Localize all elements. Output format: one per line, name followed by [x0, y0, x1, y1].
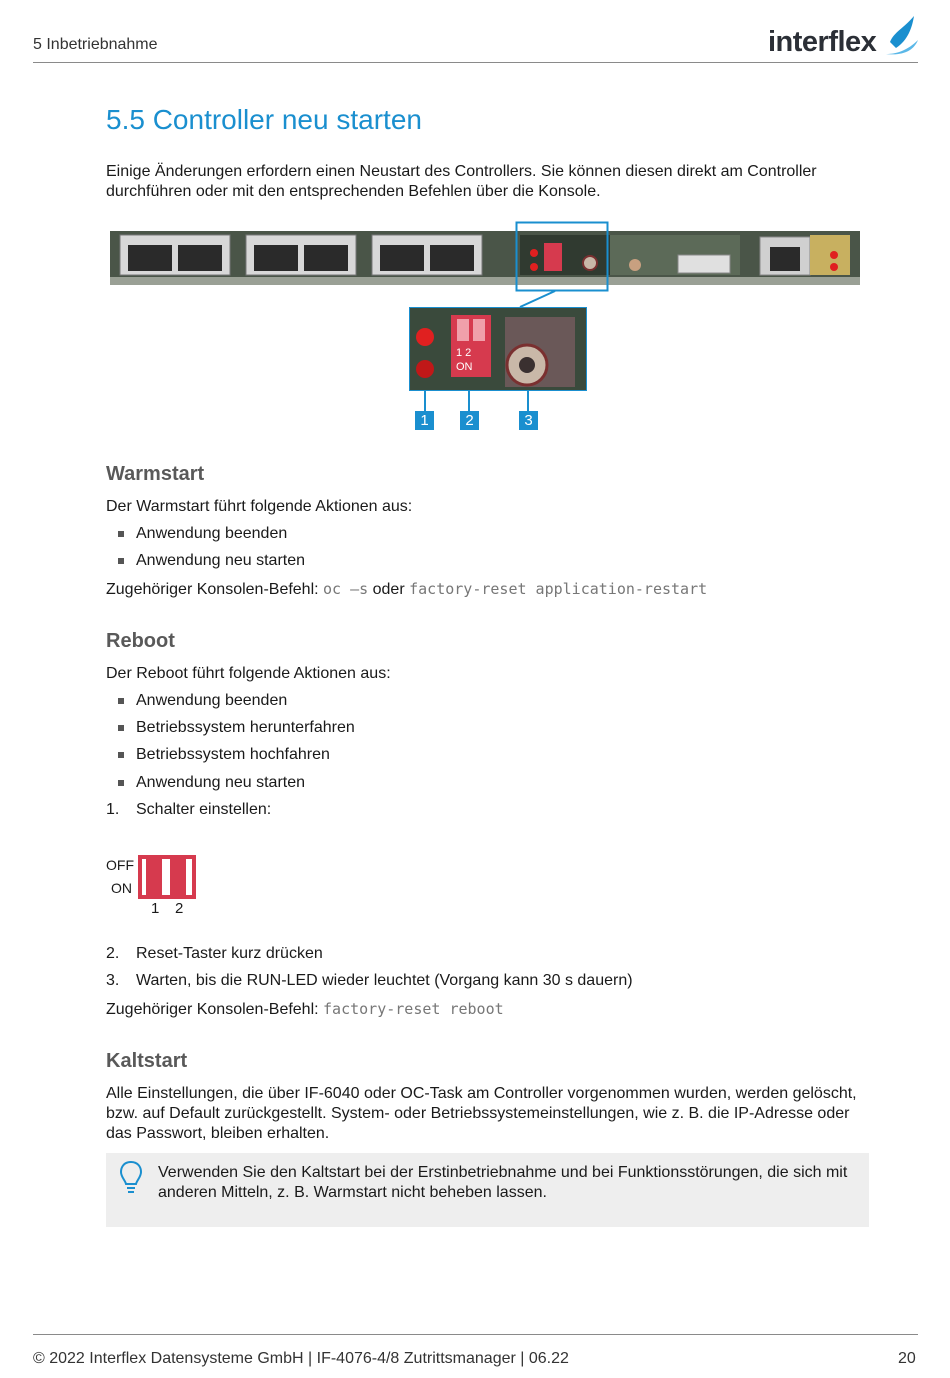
- bullet-text: Anwendung beenden: [136, 525, 288, 542]
- bullet-marker: [118, 725, 124, 731]
- bullet-text: Anwendung beenden: [136, 692, 288, 709]
- bullet-marker: [118, 780, 124, 786]
- kaltstart-heading: Kaltstart: [106, 1050, 188, 1072]
- tip-box: [106, 1153, 869, 1227]
- footer-rule: [33, 1334, 918, 1335]
- bullet-text: Betriebssystem hochfahren: [136, 746, 330, 763]
- switch-off-label: OFF: [106, 857, 134, 873]
- bullet-text: Anwendung neu starten: [136, 552, 306, 569]
- intro-paragraph: Einige Änderungen erfordern einen Neustart des Controllers. Sie können diesen direkt am Controller durchführen oder mit den entsprechenden Befehlen über die Konsole.: [106, 163, 817, 200]
- bullet-marker: [118, 531, 124, 537]
- switch-on-label: ON: [111, 880, 132, 896]
- zoom-switch-on-label: ON: [456, 361, 473, 373]
- step-number: 1.: [106, 801, 120, 818]
- warmstart-heading: Warmstart: [106, 463, 205, 485]
- lightbulb-icon: [118, 1159, 144, 1195]
- warmstart-intro: Der Warmstart führt folgende Aktionen aus:: [106, 498, 413, 515]
- command-code: factory-reset application-restart: [409, 580, 708, 598]
- highlight-box: [517, 223, 608, 291]
- command-label: Zugehöriger Konsolen-Befehl:: [106, 1001, 324, 1018]
- step-text: Reset-Taster kurz drücken: [136, 945, 323, 962]
- step-number: 2.: [106, 945, 120, 962]
- callout-2: 2: [460, 411, 479, 430]
- step-text: Warten, bis die RUN-LED wieder leuchtet (Vorgang kann 30 s dauern): [136, 972, 633, 989]
- zoomed-switch-image: [409, 307, 587, 391]
- zoom-switch-numbers: 1 2: [456, 347, 472, 359]
- tip-text: Verwenden Sie den Kaltstart bei der Erstinbetriebnahme und bei Funktionsstörungen, die sich mit anderen Mitteln, z. B. Warmstart nicht beheben lassen.: [158, 1164, 848, 1201]
- callout-1: 1: [415, 411, 434, 430]
- bullet-text: Betriebssystem herunterfahren: [136, 719, 355, 736]
- header-chapter: 5 Inbetriebnahme: [33, 36, 158, 53]
- zoom-connector: [520, 291, 555, 307]
- bullet-text: Anwendung neu starten: [136, 774, 306, 791]
- footer-copyright: © 2022 Interflex Datensysteme GmbH | IF-4076-4/8 Zutrittsmanager | 06.22: [33, 1350, 569, 1367]
- bullet-marker: [118, 752, 124, 758]
- warmstart-command-line: [106, 580, 707, 599]
- dip-switch-icon: [138, 855, 196, 899]
- command-label: Zugehöriger Konsolen-Befehl:: [106, 581, 324, 598]
- switch-number-1: 1: [151, 900, 160, 917]
- bullet-marker: [118, 698, 124, 704]
- bullet-marker: [118, 558, 124, 564]
- switch-number-2: 2: [175, 900, 184, 917]
- page-number: 20: [898, 1350, 916, 1367]
- callout-3: 3: [519, 411, 538, 430]
- logo-text: interflex: [768, 26, 877, 58]
- kaltstart-paragraph: Alle Einstellungen, die über IF-6040 oder OC-Task am Controller vorgenommen wurden, werden gelöscht, bzw. auf Default zurückgestellt. System- oder Betriebssystemeinstellungen, wie z. B. die IP-Adresse oder das Passwort, bleiben erhalten.: [106, 1085, 857, 1142]
- command-code: oc –s: [323, 580, 369, 598]
- section-title: 5.5 Controller neu starten: [106, 104, 422, 135]
- dip-switch-diagram: [106, 855, 206, 921]
- step-number: 3.: [106, 972, 120, 989]
- reboot-command-line: [106, 1000, 504, 1019]
- command-code: factory-reset reboot: [323, 1000, 504, 1018]
- step-text: Schalter einstellen:: [136, 801, 272, 818]
- reboot-intro: Der Reboot führt folgende Aktionen aus:: [106, 665, 391, 682]
- zoomed-board-graphic: [409, 307, 587, 391]
- reboot-heading: Reboot: [106, 630, 175, 652]
- command-or: oder: [368, 581, 410, 598]
